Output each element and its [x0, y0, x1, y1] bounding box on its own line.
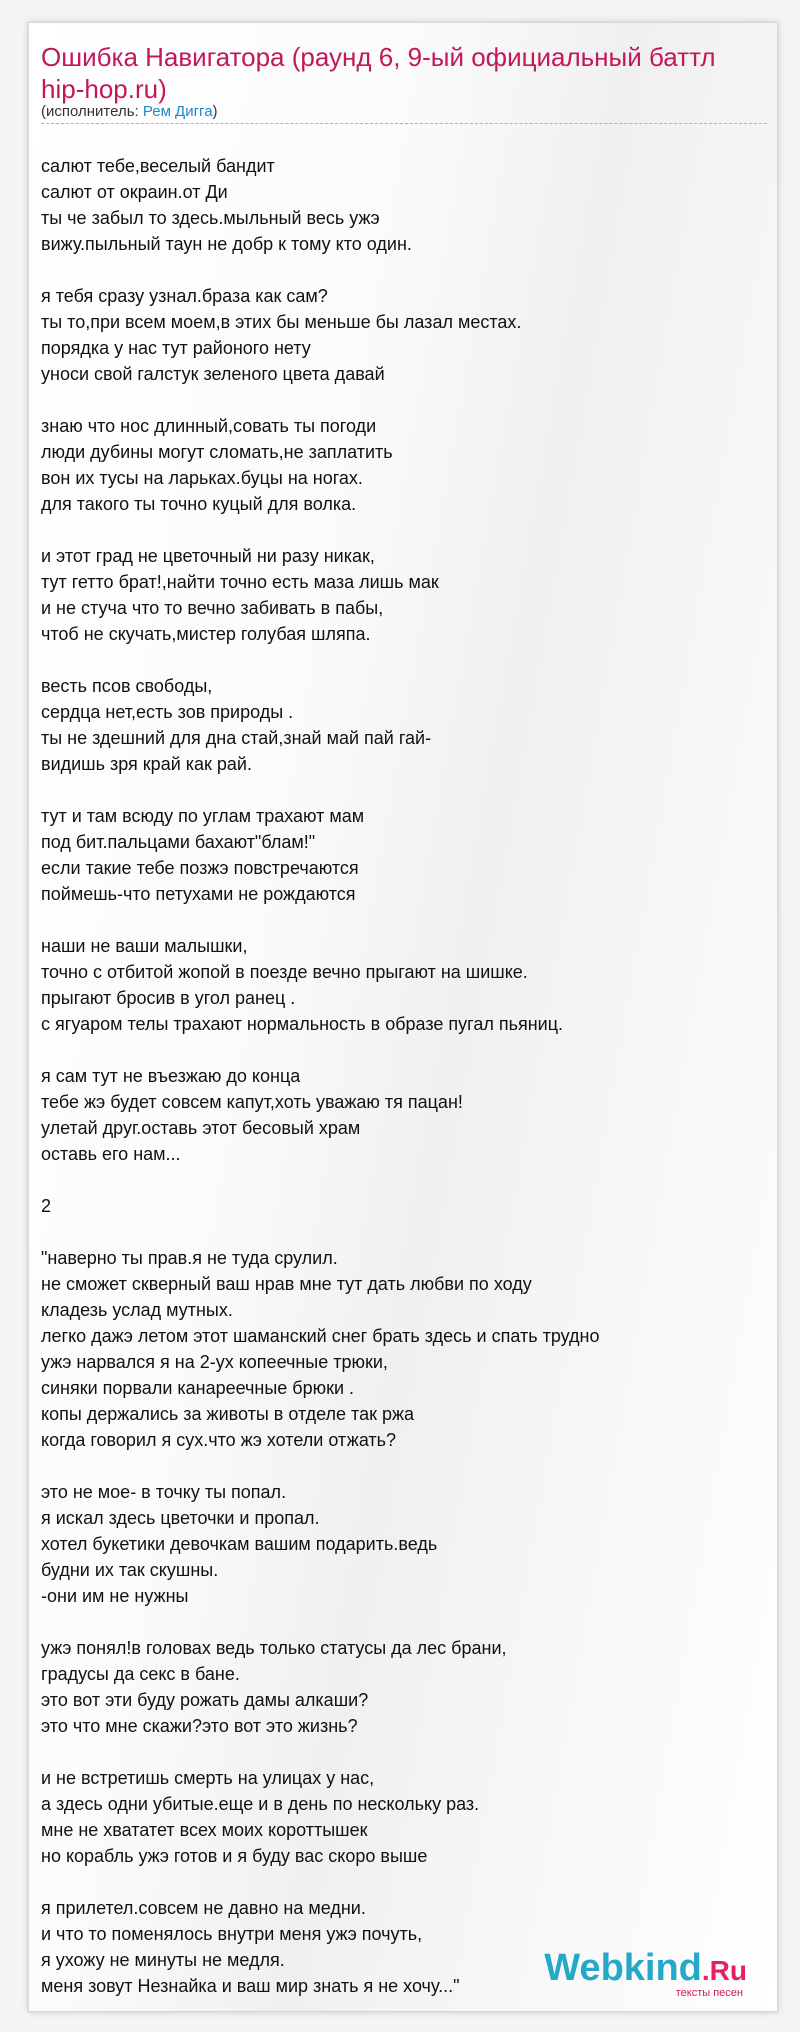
lyrics-line: улетай друг.оставь этот бесовый храм [41, 1118, 361, 1138]
lyrics-line: хотел букетики девочкам вашим подарить.ведь [41, 1534, 438, 1554]
performer-suffix: ) [212, 103, 218, 120]
lyrics-line: копы держались за животы в отделе так ржа [41, 1404, 415, 1424]
lyrics-line: 2 [41, 1196, 52, 1216]
lyrics-line: я тебя сразу узнал.браза как сам? [41, 286, 328, 306]
lyrics-line: вон их тусы на ларьках.буцы на ногах. [41, 468, 363, 488]
lyrics-line: порядка у нас тут районого нету [41, 338, 311, 358]
lyrics-line: уноси свой галстук зеленого цвета давай [41, 364, 385, 384]
lyrics-line: это не мое- в точку ты попал. [41, 1482, 287, 1502]
lyrics-line: и что то поменялось внутри меня ужэ почуть, [41, 1924, 423, 1944]
lyrics-line: "наверно ты прав.я не туда срулил. [41, 1248, 338, 1268]
lyrics-line: не сможет скверный ваш нрав мне тут дать любви по ходу [41, 1274, 532, 1294]
lyrics-line: легко дажэ летом этот шаманский снег брать здесь и спать трудно [41, 1326, 600, 1346]
stanza-break [41, 777, 761, 803]
stanza-break [41, 647, 761, 673]
lyrics-line: будни их так скушны. [41, 1560, 219, 1580]
lyrics-line: это что мне скажи?это вот это жизнь? [41, 1716, 358, 1736]
lyrics-line: с ягуаром телы трахают нормальность в образе пугал пьяниц. [41, 1014, 564, 1034]
stanza-break [41, 517, 761, 543]
lyrics-line: для такого ты точно куцый для волка. [41, 494, 357, 514]
lyrics-line: знаю что нос длинный,совать ты погоди [41, 416, 377, 436]
lyrics-line: тебе жэ будет совсем капут,хоть уважаю тя пацан! [41, 1092, 463, 1112]
lyrics-line: я прилетел.совсем не давно на медни. [41, 1898, 366, 1918]
stanza-break [41, 387, 761, 413]
lyrics-line: я искал здесь цветочки и пропал. [41, 1508, 320, 1528]
lyrics-line: и этот град не цветочный ни разу никак, [41, 546, 375, 566]
logo-tagline: тексты песен [675, 1987, 743, 1999]
stanza-break [41, 1739, 761, 1765]
lyrics-line: ужэ нарвался я на 2-ух копеечные трюки, [41, 1352, 388, 1372]
lyrics-line: чтоб не скучать,мистер голубая шляпа. [41, 624, 371, 644]
lyrics-line: я сам тут не въезжаю до конца [41, 1066, 301, 1086]
lyrics-line: вижу.пыльный таун не добр к тому кто один. [41, 234, 412, 254]
lyrics-line: и не встретишь смерть на улицах у нас, [41, 1768, 375, 1788]
stanza-break [41, 1869, 761, 1895]
stanza-break [41, 1453, 761, 1479]
performer-prefix: (исполнитель: [41, 103, 143, 120]
stanza-break [41, 1219, 761, 1245]
lyrics-line: когда говорил я сух.что жэ хотели отжать? [41, 1430, 397, 1450]
lyrics-line: ты то,при всем моем,в этих бы меньше бы лазал местах. [41, 312, 522, 332]
performer-link[interactable]: Рем Дигга [142, 103, 213, 120]
lyrics-line: видишь зря край как рай. [41, 754, 252, 774]
lyrics-line: меня зовут Незнайка и ваш мир знать я не хочу..." [41, 1976, 460, 1996]
site-logo[interactable] [544, 1948, 747, 1999]
lyrics-line: прыгают бросив в угол ранец . [41, 988, 296, 1008]
lyrics-line: точно с отбитой жопой в поезде вечно прыгают на шишке. [41, 962, 528, 982]
lyrics-line: ты не здешний для дна стай,знай май пай гай- [41, 728, 432, 748]
lyrics-line: кладезь услад мутных. [41, 1300, 233, 1320]
stanza-break [41, 257, 761, 283]
lyrics-line: тут и там всюду по углам трахают мам [41, 806, 365, 826]
performer-line [41, 103, 218, 120]
lyrics-line: мне не хвататет всех моих короттышек [41, 1820, 368, 1840]
lyrics-line: если такие тебе позжэ повстречаются [41, 858, 359, 878]
stanza-break [41, 907, 761, 933]
lyrics-line: а здесь одни убитые.еще и в день по нескольку раз. [41, 1794, 480, 1814]
lyrics-line: салют тебе,веселый бандит [41, 156, 275, 176]
stanza-break [41, 1167, 761, 1193]
lyrics-line: -они им не нужны [41, 1586, 189, 1606]
lyrics-line: под бит.пальцами бахают"блам!" [41, 832, 316, 852]
lyrics-text [41, 153, 761, 1999]
lyrics-card [28, 22, 778, 2012]
lyrics-line: ужэ понял!в головах ведь только статусы да лес брани, [41, 1638, 507, 1658]
page-title: Ошибка Навигатора (раунд 6, 9-ый официальный баттл hip-hop.ru) [41, 42, 716, 104]
lyrics-line: ты че забыл то здесь.мыльный весь ужэ [41, 208, 380, 228]
lyrics-line: поймешь-что петухами не рождаются [41, 884, 356, 904]
lyrics-line: тут гетто брат!,найти точно есть маза лишь мак [41, 572, 439, 592]
stanza-break [41, 1037, 761, 1063]
lyrics-line: синяки порвали канареечные брюки . [41, 1378, 355, 1398]
lyrics-line: сердца нет,есть зов природы . [41, 702, 294, 722]
lyrics-line: наши не ваши малышки, [41, 936, 248, 956]
lyrics-line: градусы да секс в бане. [41, 1664, 240, 1684]
stanza-break [41, 1609, 761, 1635]
header-divider [41, 123, 767, 124]
lyrics-line: весть псов свободы, [41, 676, 213, 696]
lyrics-line: салют от окраин.от Ди [41, 182, 228, 202]
lyrics-line: это вот эти буду рожать дамы алкаши? [41, 1690, 369, 1710]
lyrics-line: люди дубины могут сломать,не заплатить [41, 442, 393, 462]
lyrics-line: и не стуча что то вечно забивать в пабы, [41, 598, 384, 618]
lyrics-line: оставь его нам... [41, 1144, 181, 1164]
logo-wordmark: Webkind.Ru [544, 1947, 747, 1989]
lyrics-line: но корабль ужэ готов и я буду вас скоро выше [41, 1846, 428, 1866]
lyrics-line: я ухожу не минуты не медля. [41, 1950, 285, 1970]
